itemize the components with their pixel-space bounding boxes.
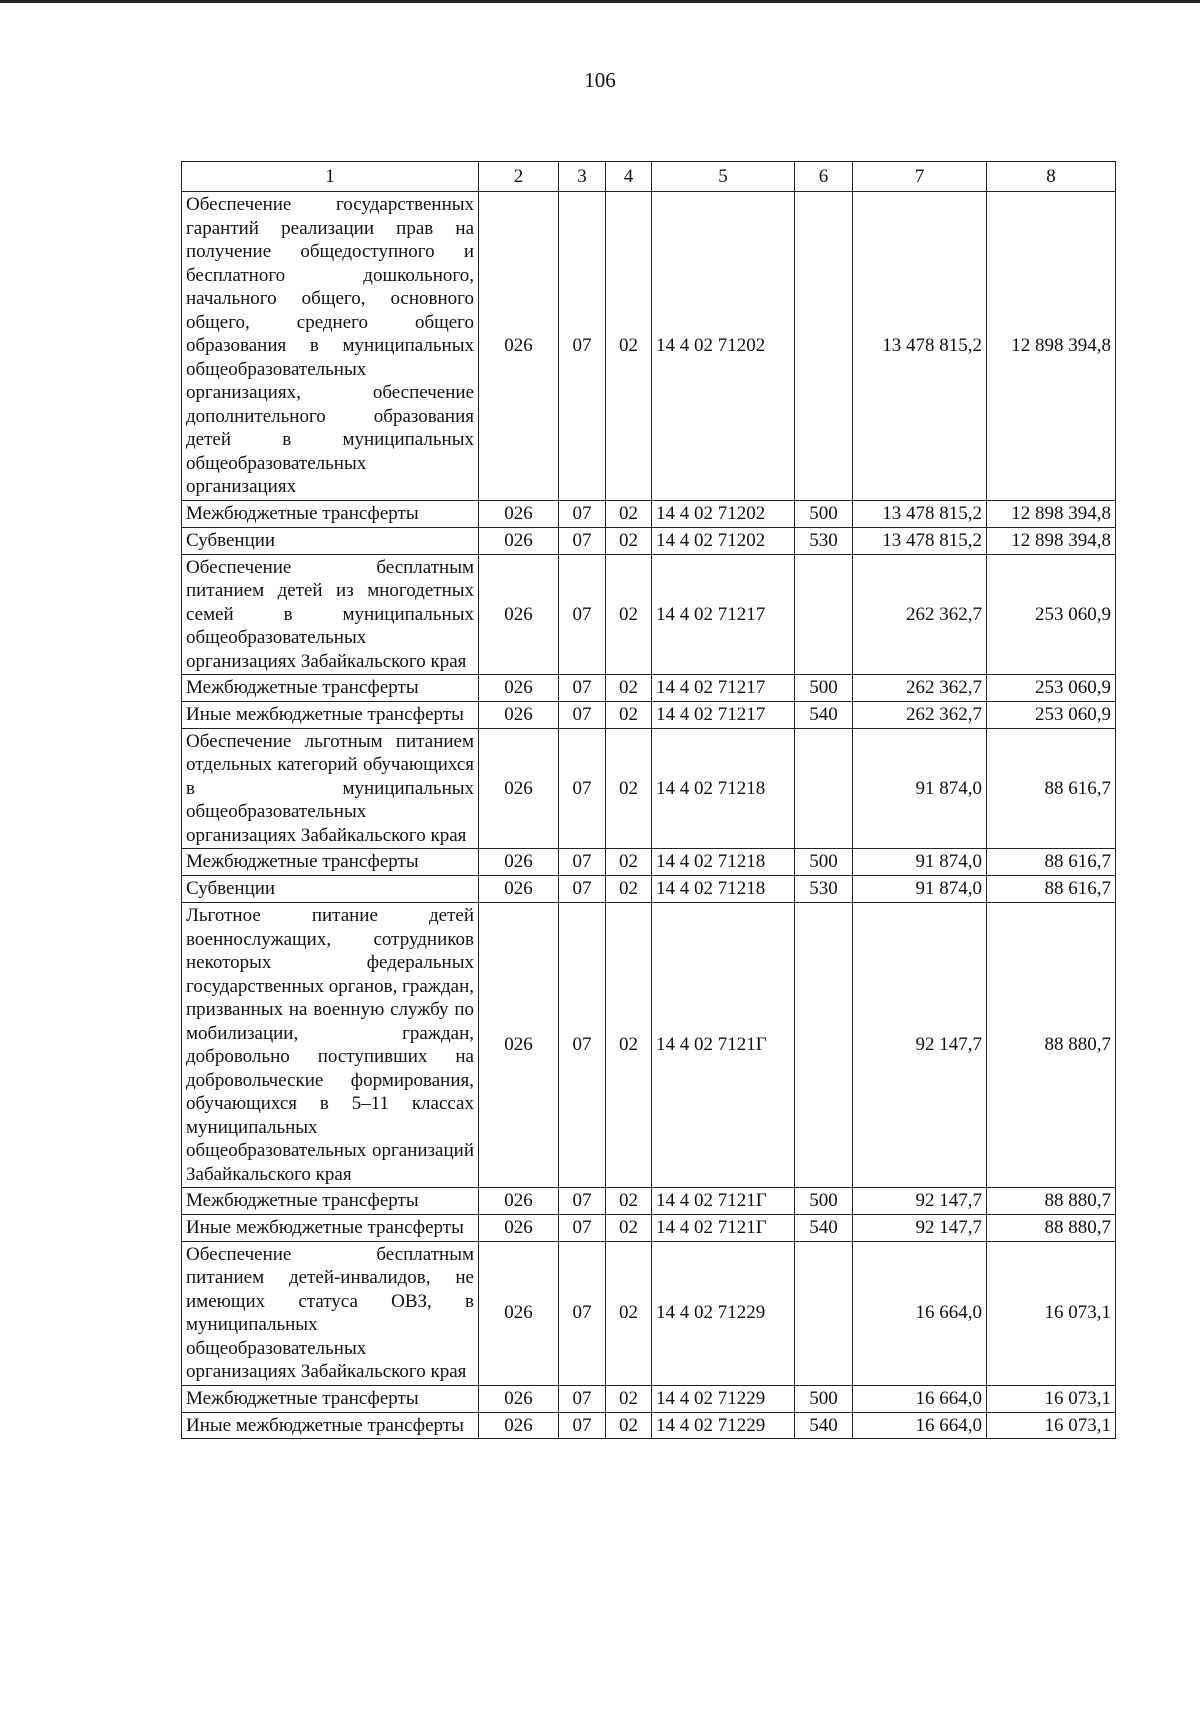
section-code: 07	[559, 849, 606, 876]
row-description: Субвенции	[182, 876, 479, 903]
amount-col8: 253 060,9	[987, 675, 1116, 702]
ministry-code: 026	[479, 1215, 559, 1242]
target-article-code: 14 4 02 7121Г	[652, 1188, 795, 1215]
column-header: 1	[182, 162, 479, 192]
column-header: 6	[795, 162, 853, 192]
target-article-code: 14 4 02 71218	[652, 876, 795, 903]
row-description: Обеспечение государственных гарантий реализации прав на получение общедоступного и бесплатного дошкольного, начального общего, основного общего, среднего общего образования в муниципальных общеобразовательных организациях, обеспечение дополнительного образования детей в муниципальных общеобразовательных организациях	[182, 192, 479, 501]
table-row	[182, 527, 1116, 554]
ministry-code: 026	[479, 500, 559, 527]
ministry-code: 026	[479, 876, 559, 903]
target-article-code: 14 4 02 71202	[652, 527, 795, 554]
amount-col8: 12 898 394,8	[987, 500, 1116, 527]
expense-type-code: 500	[795, 675, 853, 702]
table-row	[182, 1241, 1116, 1385]
budget-table	[181, 161, 1116, 1439]
amount-col7: 13 478 815,2	[853, 192, 987, 501]
subsection-code: 02	[606, 1412, 652, 1439]
ministry-code: 026	[479, 1385, 559, 1412]
expense-type-code: 540	[795, 1412, 853, 1439]
amount-col7: 13 478 815,2	[853, 500, 987, 527]
expense-type-code	[795, 1241, 853, 1385]
target-article-code: 14 4 02 71202	[652, 500, 795, 527]
table-row	[182, 903, 1116, 1188]
table-row	[182, 876, 1116, 903]
row-description: Иные межбюджетные трансферты	[182, 1412, 479, 1439]
amount-col8: 88 616,7	[987, 876, 1116, 903]
row-description: Межбюджетные трансферты	[182, 675, 479, 702]
expense-type-code	[795, 728, 853, 849]
expense-type-code: 540	[795, 702, 853, 729]
subsection-code: 02	[606, 876, 652, 903]
row-description: Льготное питание детей военнослужащих, сотрудников некоторых федеральных государственных органов, граждан, призванных на военную службу по мобилизации, граждан, добровольно поступивших на добровольческие формирования, обучающихся в 5–11 классах муниципальных общеобразовательных организаций Забайкальского края	[182, 903, 479, 1188]
target-article-code: 14 4 02 71218	[652, 849, 795, 876]
amount-col8: 16 073,1	[987, 1241, 1116, 1385]
section-code: 07	[559, 554, 606, 675]
target-article-code: 14 4 02 71229	[652, 1385, 795, 1412]
column-header: 4	[606, 162, 652, 192]
subsection-code: 02	[606, 1385, 652, 1412]
ministry-code: 026	[479, 192, 559, 501]
section-code: 07	[559, 1215, 606, 1242]
expense-type-code	[795, 192, 853, 501]
amount-col8: 12 898 394,8	[987, 192, 1116, 501]
amount-col7: 92 147,7	[853, 1215, 987, 1242]
amount-col8: 253 060,9	[987, 554, 1116, 675]
amount-col7: 16 664,0	[853, 1385, 987, 1412]
section-code: 07	[559, 702, 606, 729]
ministry-code: 026	[479, 1241, 559, 1385]
target-article-code: 14 4 02 71229	[652, 1412, 795, 1439]
column-header: 2	[479, 162, 559, 192]
table-row	[182, 1412, 1116, 1439]
table-row	[182, 675, 1116, 702]
section-code: 07	[559, 1385, 606, 1412]
expense-type-code	[795, 554, 853, 675]
column-header: 3	[559, 162, 606, 192]
amount-col7: 92 147,7	[853, 1188, 987, 1215]
section-code: 07	[559, 527, 606, 554]
subsection-code: 02	[606, 500, 652, 527]
amount-col7: 16 664,0	[853, 1412, 987, 1439]
page-top-border	[0, 0, 1200, 3]
row-description: Иные межбюджетные трансферты	[182, 702, 479, 729]
amount-col7: 91 874,0	[853, 728, 987, 849]
target-article-code: 14 4 02 71217	[652, 554, 795, 675]
section-code: 07	[559, 1241, 606, 1385]
amount-col7: 16 664,0	[853, 1241, 987, 1385]
row-description: Межбюджетные трансферты	[182, 849, 479, 876]
table-row	[182, 728, 1116, 849]
table-row	[182, 849, 1116, 876]
ministry-code: 026	[479, 702, 559, 729]
target-article-code: 14 4 02 71202	[652, 192, 795, 501]
subsection-code: 02	[606, 1215, 652, 1242]
row-description: Межбюджетные трансферты	[182, 1385, 479, 1412]
table-row	[182, 1215, 1116, 1242]
target-article-code: 14 4 02 7121Г	[652, 903, 795, 1188]
amount-col8: 88 880,7	[987, 1215, 1116, 1242]
amount-col7: 92 147,7	[853, 903, 987, 1188]
column-header: 8	[987, 162, 1116, 192]
target-article-code: 14 4 02 71218	[652, 728, 795, 849]
amount-col8: 88 616,7	[987, 849, 1116, 876]
section-code: 07	[559, 1188, 606, 1215]
amount-col7: 262 362,7	[853, 554, 987, 675]
expense-type-code: 540	[795, 1215, 853, 1242]
row-description: Обеспечение бесплатным питанием детей из многодетных семей в муниципальных общеобразовательных организациях Забайкальского края	[182, 554, 479, 675]
subsection-code: 02	[606, 675, 652, 702]
amount-col8: 88 616,7	[987, 728, 1116, 849]
section-code: 07	[559, 876, 606, 903]
target-article-code: 14 4 02 7121Г	[652, 1215, 795, 1242]
expense-type-code	[795, 903, 853, 1188]
amount-col7: 91 874,0	[853, 849, 987, 876]
amount-col7: 91 874,0	[853, 876, 987, 903]
ministry-code: 026	[479, 675, 559, 702]
section-code: 07	[559, 1412, 606, 1439]
section-code: 07	[559, 675, 606, 702]
ministry-code: 026	[479, 1188, 559, 1215]
ministry-code: 026	[479, 903, 559, 1188]
ministry-code: 026	[479, 1412, 559, 1439]
amount-col7: 262 362,7	[853, 702, 987, 729]
amount-col8: 16 073,1	[987, 1385, 1116, 1412]
subsection-code: 02	[606, 554, 652, 675]
row-description: Иные межбюджетные трансферты	[182, 1215, 479, 1242]
expense-type-code: 500	[795, 1385, 853, 1412]
amount-col8: 16 073,1	[987, 1412, 1116, 1439]
subsection-code: 02	[606, 849, 652, 876]
amount-col8: 12 898 394,8	[987, 527, 1116, 554]
amount-col7: 262 362,7	[853, 675, 987, 702]
page-number: 106	[584, 68, 616, 92]
section-code: 07	[559, 728, 606, 849]
column-header: 5	[652, 162, 795, 192]
section-code: 07	[559, 192, 606, 501]
target-article-code: 14 4 02 71217	[652, 702, 795, 729]
subsection-code: 02	[606, 1241, 652, 1385]
row-description: Обеспечение льготным питанием отдельных категорий обучающихся в муниципальных общеобразовательных организациях Забайкальского края	[182, 728, 479, 849]
expense-type-code: 500	[795, 500, 853, 527]
ministry-code: 026	[479, 728, 559, 849]
row-description: Межбюджетные трансферты	[182, 500, 479, 527]
ministry-code: 026	[479, 527, 559, 554]
ministry-code: 026	[479, 849, 559, 876]
amount-col8: 88 880,7	[987, 1188, 1116, 1215]
column-header: 7	[853, 162, 987, 192]
table-row	[182, 192, 1116, 501]
section-code: 07	[559, 500, 606, 527]
subsection-code: 02	[606, 702, 652, 729]
subsection-code: 02	[606, 192, 652, 501]
amount-col7: 13 478 815,2	[853, 527, 987, 554]
table-header-row	[182, 162, 1116, 192]
target-article-code: 14 4 02 71229	[652, 1241, 795, 1385]
expense-type-code: 500	[795, 1188, 853, 1215]
subsection-code: 02	[606, 527, 652, 554]
amount-col8: 253 060,9	[987, 702, 1116, 729]
table-row	[182, 1385, 1116, 1412]
subsection-code: 02	[606, 1188, 652, 1215]
subsection-code: 02	[606, 728, 652, 849]
target-article-code: 14 4 02 71217	[652, 675, 795, 702]
table-row	[182, 702, 1116, 729]
row-description: Субвенции	[182, 527, 479, 554]
table-row	[182, 554, 1116, 675]
table-row	[182, 1188, 1116, 1215]
expense-type-code: 500	[795, 849, 853, 876]
row-description: Межбюджетные трансферты	[182, 1188, 479, 1215]
row-description: Обеспечение бесплатным питанием детей-инвалидов, не имеющих статуса ОВЗ, в муниципальных общеобразовательных организациях Забайкальского края	[182, 1241, 479, 1385]
table-row	[182, 500, 1116, 527]
section-code: 07	[559, 903, 606, 1188]
amount-col8: 88 880,7	[987, 903, 1116, 1188]
expense-type-code: 530	[795, 527, 853, 554]
subsection-code: 02	[606, 903, 652, 1188]
ministry-code: 026	[479, 554, 559, 675]
expense-type-code: 530	[795, 876, 853, 903]
